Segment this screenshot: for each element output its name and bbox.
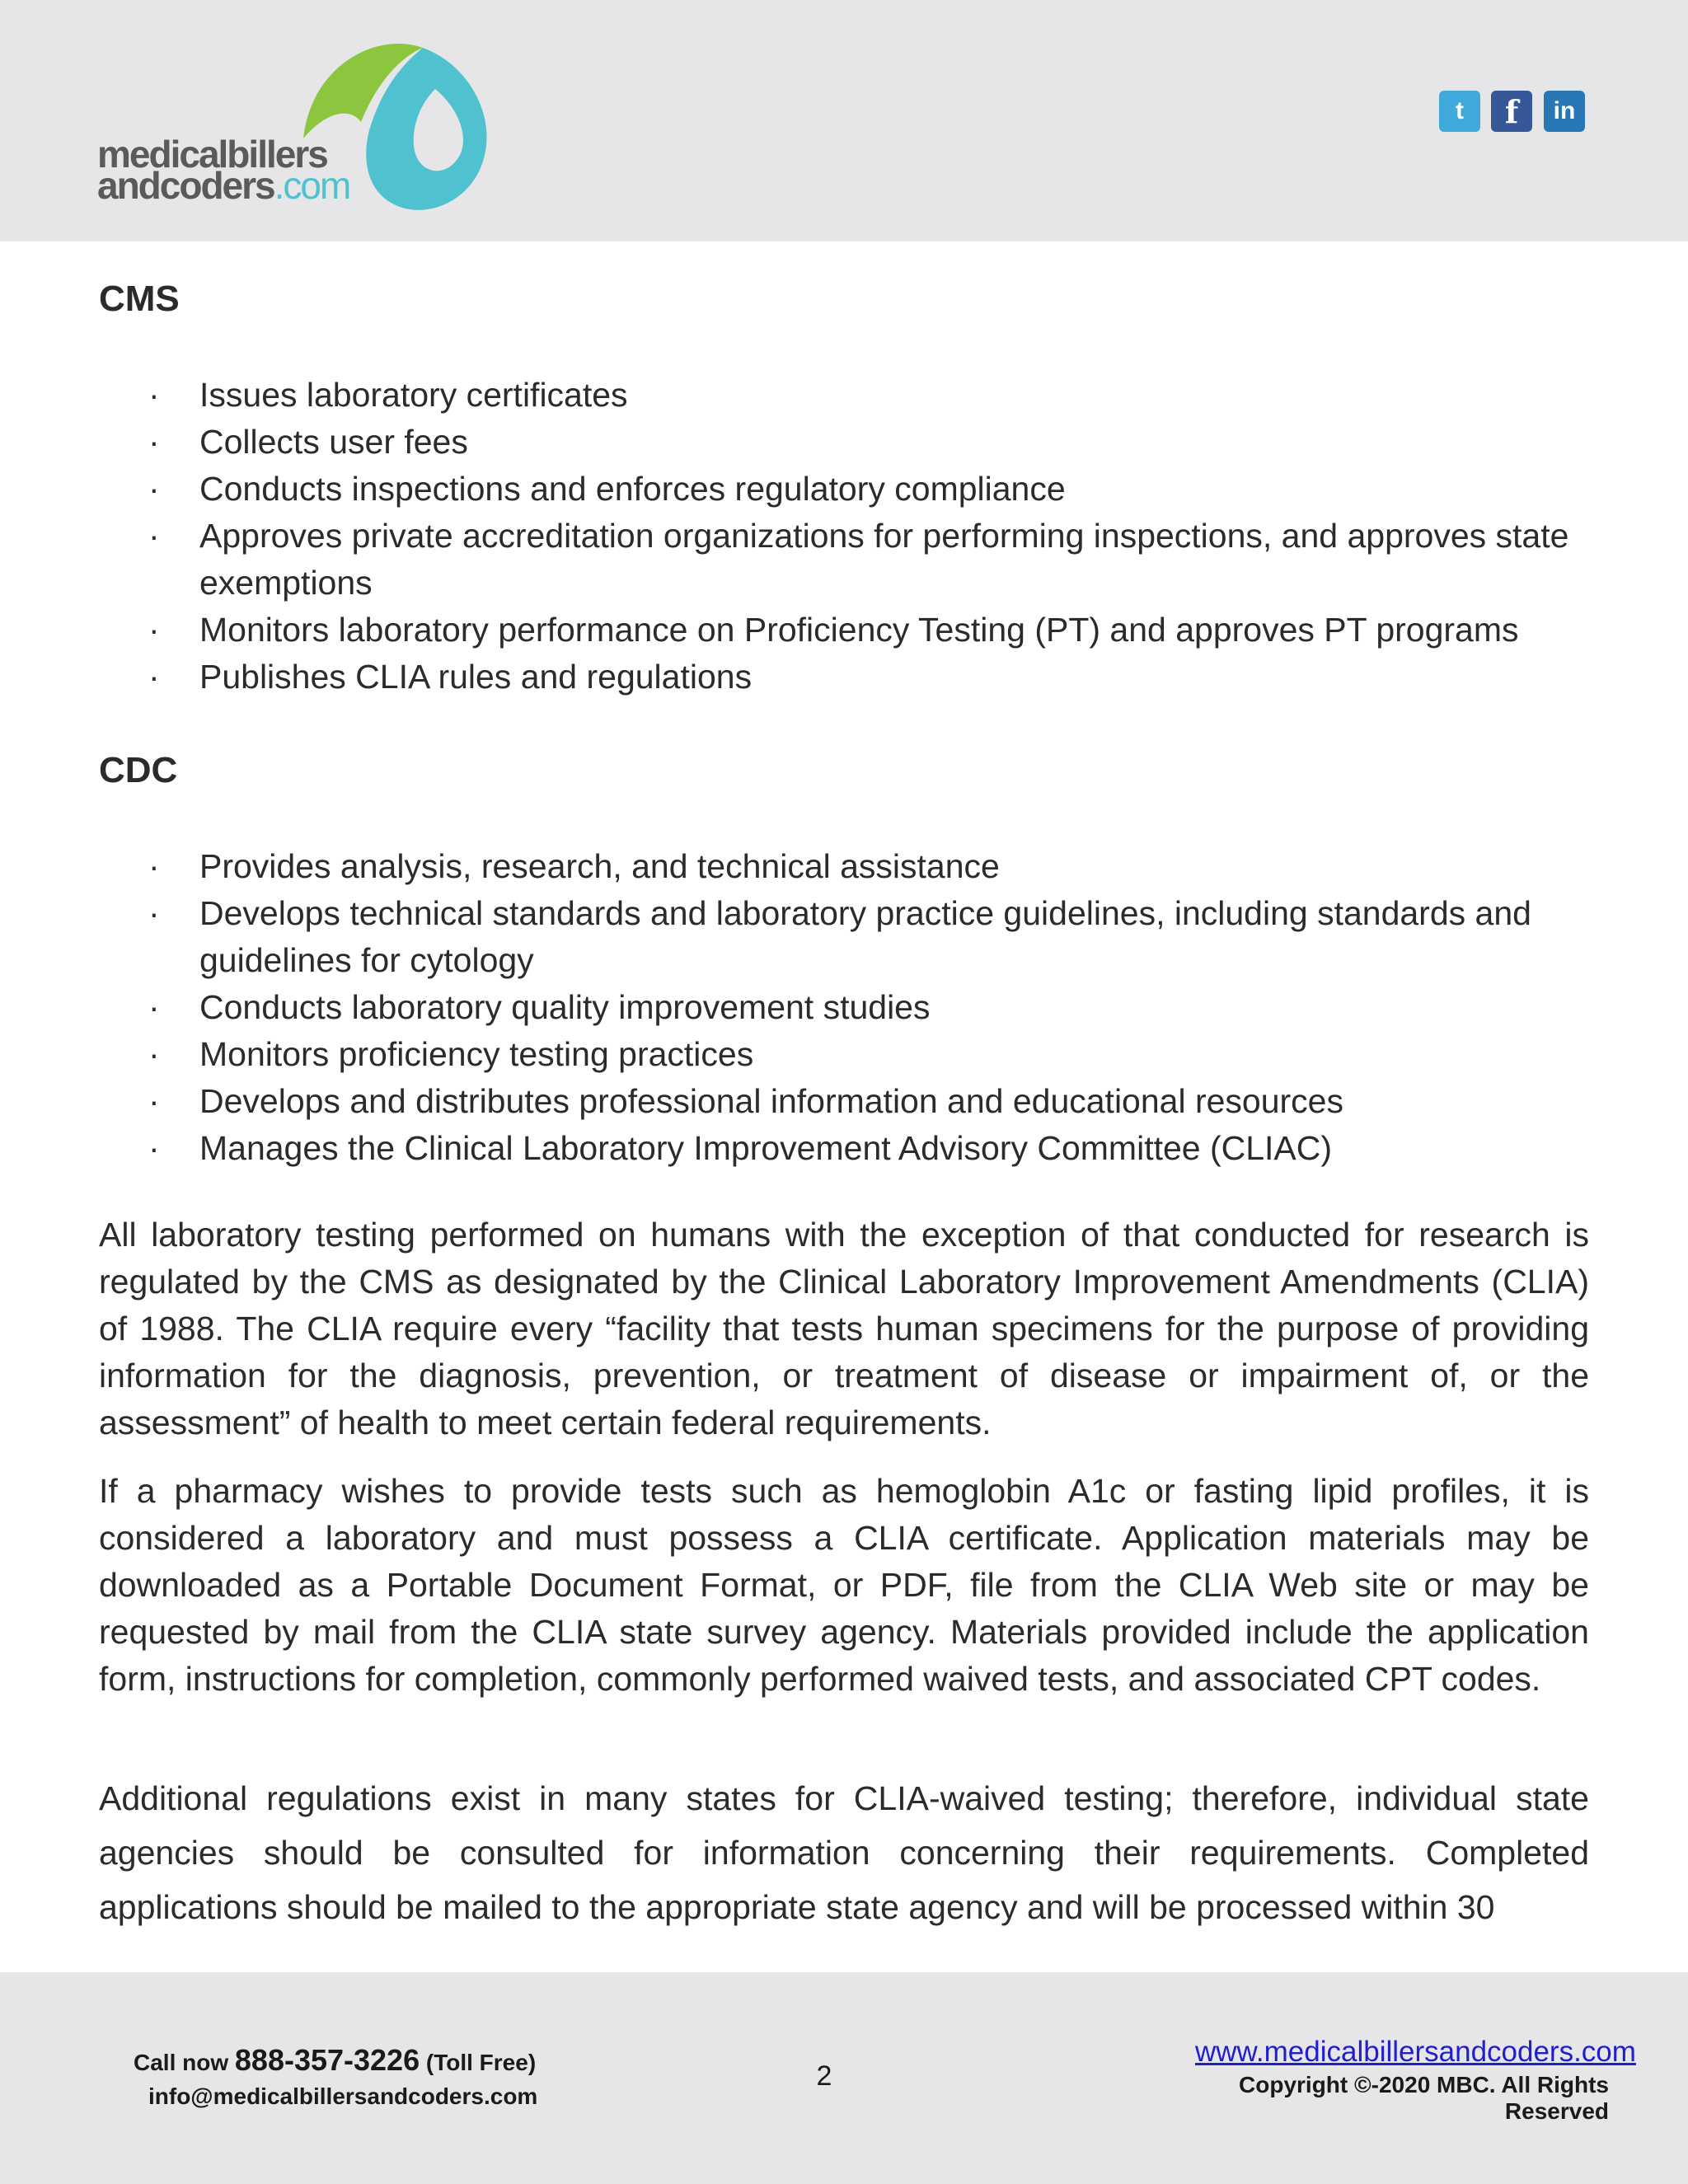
body-paragraph: If a pharmacy wishes to provide tests such as hemoglobin A1c or fasting lipid profiles, it is considered a laboratory and must possess a CLIA certificate. Application materials may be downloaded as a Portable Document Format, or PDF, file from the CLIA Web site or may be requested by mail from the CLIA state survey agency. Materials provided include the application form, instructions for completion, commonly performed waived tests, and associated CPT codes. — [99, 1472, 1589, 1698]
list-item: · Collects user fees — [99, 419, 1589, 466]
footer-site-info — [1154, 2036, 1636, 2125]
list-item: · Develops and distributes professional information and educational resources — [99, 1078, 1589, 1125]
cms-responsibilities-list — [99, 372, 1589, 701]
list-item: · Provides analysis, research, and technical assistance — [99, 843, 1589, 890]
phone-number[interactable]: 888-357-3226 — [234, 2043, 420, 2077]
list-item: · Monitors proficiency testing practices — [99, 1031, 1589, 1078]
email-address[interactable]: info@medicalbillersandcoders.com — [148, 2083, 538, 2109]
logo-text-suffix: .com — [274, 164, 350, 207]
list-item: · Monitors laboratory performance on Proficiency Testing (PT) and approves PT programs — [99, 607, 1589, 654]
list-item: · Conducts laboratory quality improvement studies — [99, 984, 1589, 1031]
list-item: · Develops technical standards and laboratory practice guidelines, including standards and guidelines for cytology — [99, 890, 1589, 984]
copyright-text: Copyright ©-2020 MBC. All Rights Reserved — [1239, 2072, 1609, 2124]
list-item: · Approves private accreditation organizations for performing inspections, and approves state exemptions — [99, 513, 1589, 607]
body-paragraph: Additional regulations exist in many states for CLIA-waived testing; therefore, individual state agencies should be consulted for information concerning their requirements. Completed applications should be mailed to the appropriate state agency and will be processed within 30 — [99, 1779, 1589, 1926]
list-item: · Publishes CLIA rules and regulations — [99, 654, 1589, 701]
list-item: · Conducts inspections and enforces regulatory compliance — [99, 466, 1589, 513]
section-heading-cms: CMS — [99, 279, 180, 319]
website-link[interactable]: www.medicalbillersandcoders.com — [1195, 2036, 1636, 2068]
linkedin-icon[interactable]: in — [1544, 91, 1585, 132]
list-item: · Manages the Clinical Laboratory Improvement Advisory Committee (CLIAC) — [99, 1125, 1589, 1172]
call-prefix: Call now — [134, 2050, 235, 2075]
logo-text-main: andcoders — [97, 164, 274, 207]
cdc-responsibilities-list — [99, 843, 1589, 1172]
body-paragraph: All laboratory testing performed on humans with the exception of that conducted for research is regulated by the CMS as designated by the Clinical Laboratory Improvement Amendments (CLIA) of 1988. The CLIA require every “facility that tests human specimens for the purpose of providing information for the diagnosis, prevention, or treatment of disease or impairment of, or the assessment” of health to meet certain federal requirements. — [99, 1216, 1589, 1441]
page-header — [0, 0, 1688, 241]
page-number: 2 — [816, 2060, 832, 2092]
logo-text-line1: medicalbillers — [97, 133, 327, 176]
twitter-icon[interactable]: t — [1439, 91, 1480, 132]
toll-free-label: (Toll Free) — [420, 2050, 537, 2075]
footer-contact — [134, 2041, 537, 2111]
facebook-icon[interactable]: f — [1491, 91, 1532, 132]
section-heading-cdc: CDC — [99, 750, 178, 790]
list-item: · Issues laboratory certificates — [99, 372, 1589, 419]
logo-text-line2 — [97, 164, 350, 207]
company-logo[interactable] — [97, 31, 493, 217]
